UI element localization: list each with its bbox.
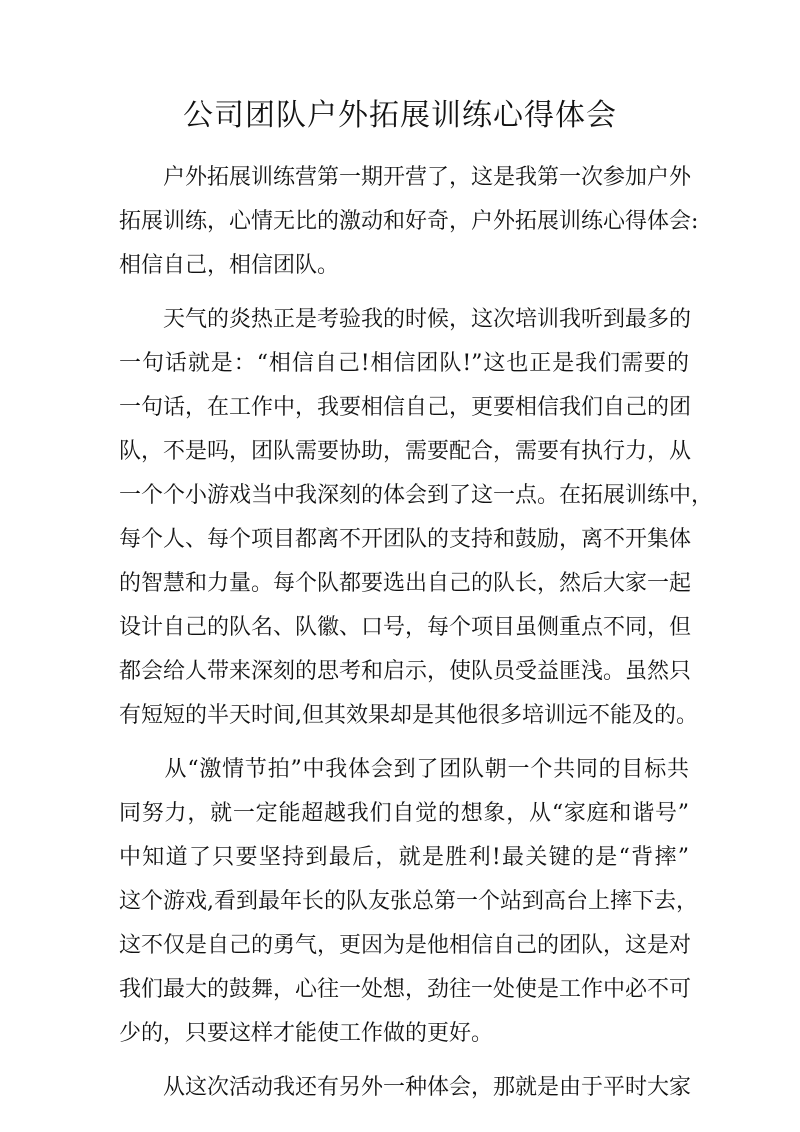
document-body [119,156,714,1120]
text-line: 这不仅是自己的勇气，更因为是他相信自己的团队，这是对 [119,933,692,958]
text-line: 少的，只要这样才能使工作做的更好。 [119,1021,494,1046]
paragraph-1 [119,156,699,288]
text-line: 一个个小游戏当中我深刻的体会到了这一点。在拓展训练中， [119,483,714,508]
text-line: 中知道了只要坚持到最后，就是胜利!最关键的是“背摔” [119,845,689,870]
text-line: 一句话，在工作中，我要相信自己，更要相信我们自己的团 [119,395,692,420]
text-line: 有短短的半天时间,但其效果却是其他很多培训远不能及的。 [119,703,698,728]
text-line: 这个游戏,看到最年长的队友张总第一个站到高台上摔下去， [119,889,698,914]
text-line: 我们最大的鼓舞，心往一处想，劲往一处使是工作中必不可 [119,977,692,1002]
text-line: 户外拓展训练营第一期开营了，这是我第一次参加户外 [119,165,692,190]
text-line: 同努力，就一定能超越我们自觉的想象，从“家庭和谐号” [119,801,689,826]
text-line: 每个人、每个项目都离不开团队的支持和鼓励，离不开集体 [119,527,692,552]
text-line: 都会给人带来深刻的思考和启示，使队员受益匪浅。虽然只 [119,659,692,684]
text-line: 从这次活动我还有另外一种体会，那就是由于平时大家 [119,1075,692,1100]
text-line: 拓展训练，心情无比的激动和好奇，户外拓展训练心得体会: [119,209,699,234]
page-title: 公司团队户外拓展训练心得体会 [183,98,617,133]
text-line: 相信自己，相信团队。 [119,253,340,278]
text-line: 设计自己的队名、队徽、口号，每个项目虽侧重点不同，但 [119,615,692,640]
text-line: 队，不是吗，团队需要协助，需要配合，需要有执行力，从 [119,439,692,464]
text-line: 从“激情节拍”中我体会到了团队朝一个共同的目标共 [119,757,689,782]
paragraph-4 [119,1066,692,1110]
text-line: 天气的炎热正是考验我的时候，这次培训我听到最多的 [119,307,692,332]
paragraph-3 [119,748,698,1056]
text-line: 的智慧和力量。每个队都要选出自己的队长，然后大家一起 [119,571,692,596]
text-line: 一句话就是：“相信自己!相信团队!”这也正是我们需要的 [119,351,689,376]
paragraph-2 [119,298,714,738]
